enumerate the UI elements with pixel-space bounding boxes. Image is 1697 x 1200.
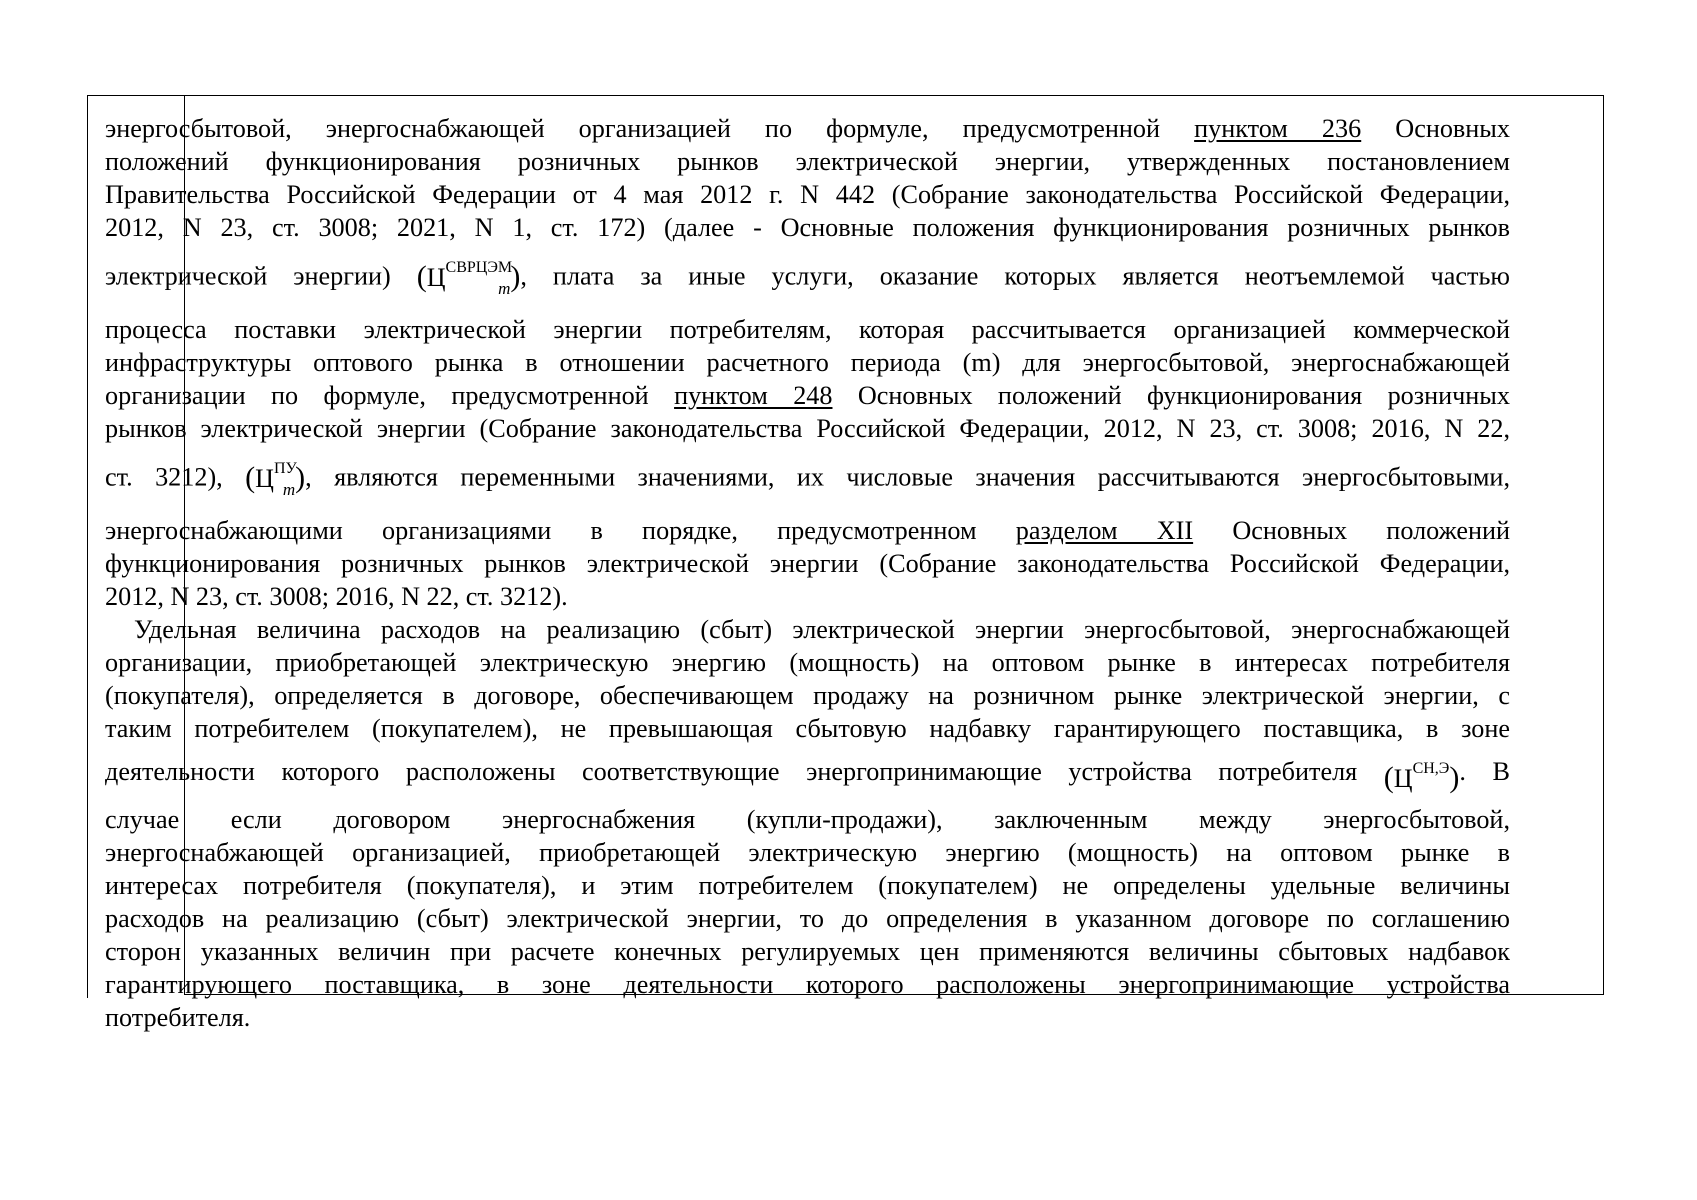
formula-paren: ): [510, 260, 521, 293]
text-line: гарантирующего поставщика, в зоне деятельности которого расположены энергопринимающие устройства: [105, 970, 1510, 999]
formula-paren: (: [416, 260, 427, 293]
link-punkt-248[interactable]: пунктом 248: [674, 381, 833, 410]
text-fragment: деятельности которого расположены соответствующие энергопринимающие устройства потребителя: [105, 757, 1384, 787]
text-line: интересах потребителя (покупателя), и этим потребителем (покупателем) не определены удельные величины: [105, 871, 1510, 900]
text-line: случае если договором энергоснабжения (купли-продажи), заключенным между энергосбытовой,: [105, 805, 1510, 834]
text-line: инфраструктуры оптового рынка в отношении расчетного периода (m) для энергосбытовой, энергоснабжающей: [105, 348, 1510, 377]
document-text: [105, 112, 1510, 1034]
paragraph-first-line: Удельная величина расходов на реализацию (сбыт) электрической энергии энергосбытовой, энергоснабжающей: [134, 615, 1510, 644]
text-line: положений функционирования розничных рынков электрической энергии, утвержденных постановлением: [105, 147, 1510, 176]
text-fragment: . В: [1459, 757, 1510, 787]
formula-paren: ): [1449, 761, 1460, 794]
text-fragment: , плата за иные услуги, оказание которых является неотъемлемой частью: [520, 261, 1510, 291]
text-line: 2012, N 23, ст. 3008; 2016, N 22, ст. 3212).: [105, 582, 568, 611]
text-fragment: электрической энергии): [105, 261, 417, 291]
text-line: функционирования розничных рынков электрической энергии (Собрание законодательства Российской Федерации,: [105, 549, 1510, 578]
formula-symbol: Ц: [426, 263, 446, 292]
text-line: потребителя.: [105, 1003, 251, 1032]
text-fragment: энергосбытовой, энергоснабжающей организацией по формуле, предусмотренной: [105, 114, 1195, 143]
formula-tspu: [245, 445, 305, 514]
link-punkt-236[interactable]: пунктом 236: [1194, 114, 1362, 143]
text-line: [105, 445, 1510, 514]
formula-superscript: СН,Э: [1412, 760, 1450, 777]
text-line: таким потребителем (покупателем), не превышающая сбытовую надбавку гарантирующего поставщика, в зоне: [105, 714, 1510, 743]
text-line: Правительства Российской Федерации от 4 мая 2012 г. N 442 (Собрание законодательства Российской Федерации,: [105, 180, 1510, 209]
link-razdel-xii[interactable]: разделом XII: [1015, 516, 1194, 545]
text-line: [105, 112, 1510, 145]
text-fragment: Основных положений функционирования розничных: [832, 381, 1510, 410]
text-line: [105, 244, 1510, 313]
text-line: [105, 379, 1510, 412]
text-line: рынков электрической энергии (Собрание законодательства Российской Федерации, 2012, N 23, ст. 3008; 2016, N 22,: [105, 414, 1510, 443]
text-fragment: ст. 3212),: [105, 462, 246, 492]
text-line: энергоснабжающей организацией, приобретающей электрическую энергию (мощность) на оптовом рынке в: [105, 838, 1510, 867]
text-line: расходов на реализацию (сбыт) электрической энергии, то до определения в указанном договоре по соглашению: [105, 904, 1510, 933]
formula-symbol: Ц: [255, 464, 274, 493]
formula-paren: (: [245, 461, 256, 494]
text-line: [105, 514, 1510, 547]
formula-subscript: m: [498, 279, 511, 298]
text-line: (покупателя), определяется в договоре, обеспечивающем продажу на розничном рынке электрической энергии, с: [105, 681, 1510, 710]
text-line: организации, приобретающей электрическую энергию (мощность) на оптовом рынке в интересах потребителя: [105, 648, 1510, 677]
formula-superscript: ПУ: [273, 460, 297, 477]
text-line: процесса поставки электрической энергии потребителям, которая рассчитывается организацией коммерческой: [105, 315, 1510, 344]
formula-symbol: Ц: [1393, 764, 1413, 793]
text-fragment: организации по формуле, предусмотренной: [105, 381, 675, 410]
formula-tssne: [1384, 745, 1460, 803]
text-fragment: Основных положений: [1193, 516, 1510, 545]
formula-subscript: m: [282, 480, 296, 499]
formula-paren: ): [295, 461, 306, 494]
formula-paren: (: [1383, 761, 1394, 794]
formula-superscript: СВРЦЭМ: [445, 259, 513, 276]
text-fragment: , являются переменными значениями, их числовые значения рассчитываются энергосбытовыми,: [305, 462, 1510, 492]
text-line: [105, 745, 1510, 803]
formula-tsvrtsem: [417, 244, 521, 313]
text-fragment: Основных: [1361, 114, 1510, 143]
text-line: сторон указанных величин при расчете конечных регулируемых цен применяются величины сбытовых надбавок: [105, 937, 1510, 966]
text-fragment: энергоснабжающими организациями в порядке, предусмотренном: [105, 516, 1016, 545]
text-line: 2012, N 23, ст. 3008; 2021, N 1, ст. 172) (далее - Основные положения функционирования розничных рынков: [105, 213, 1510, 242]
